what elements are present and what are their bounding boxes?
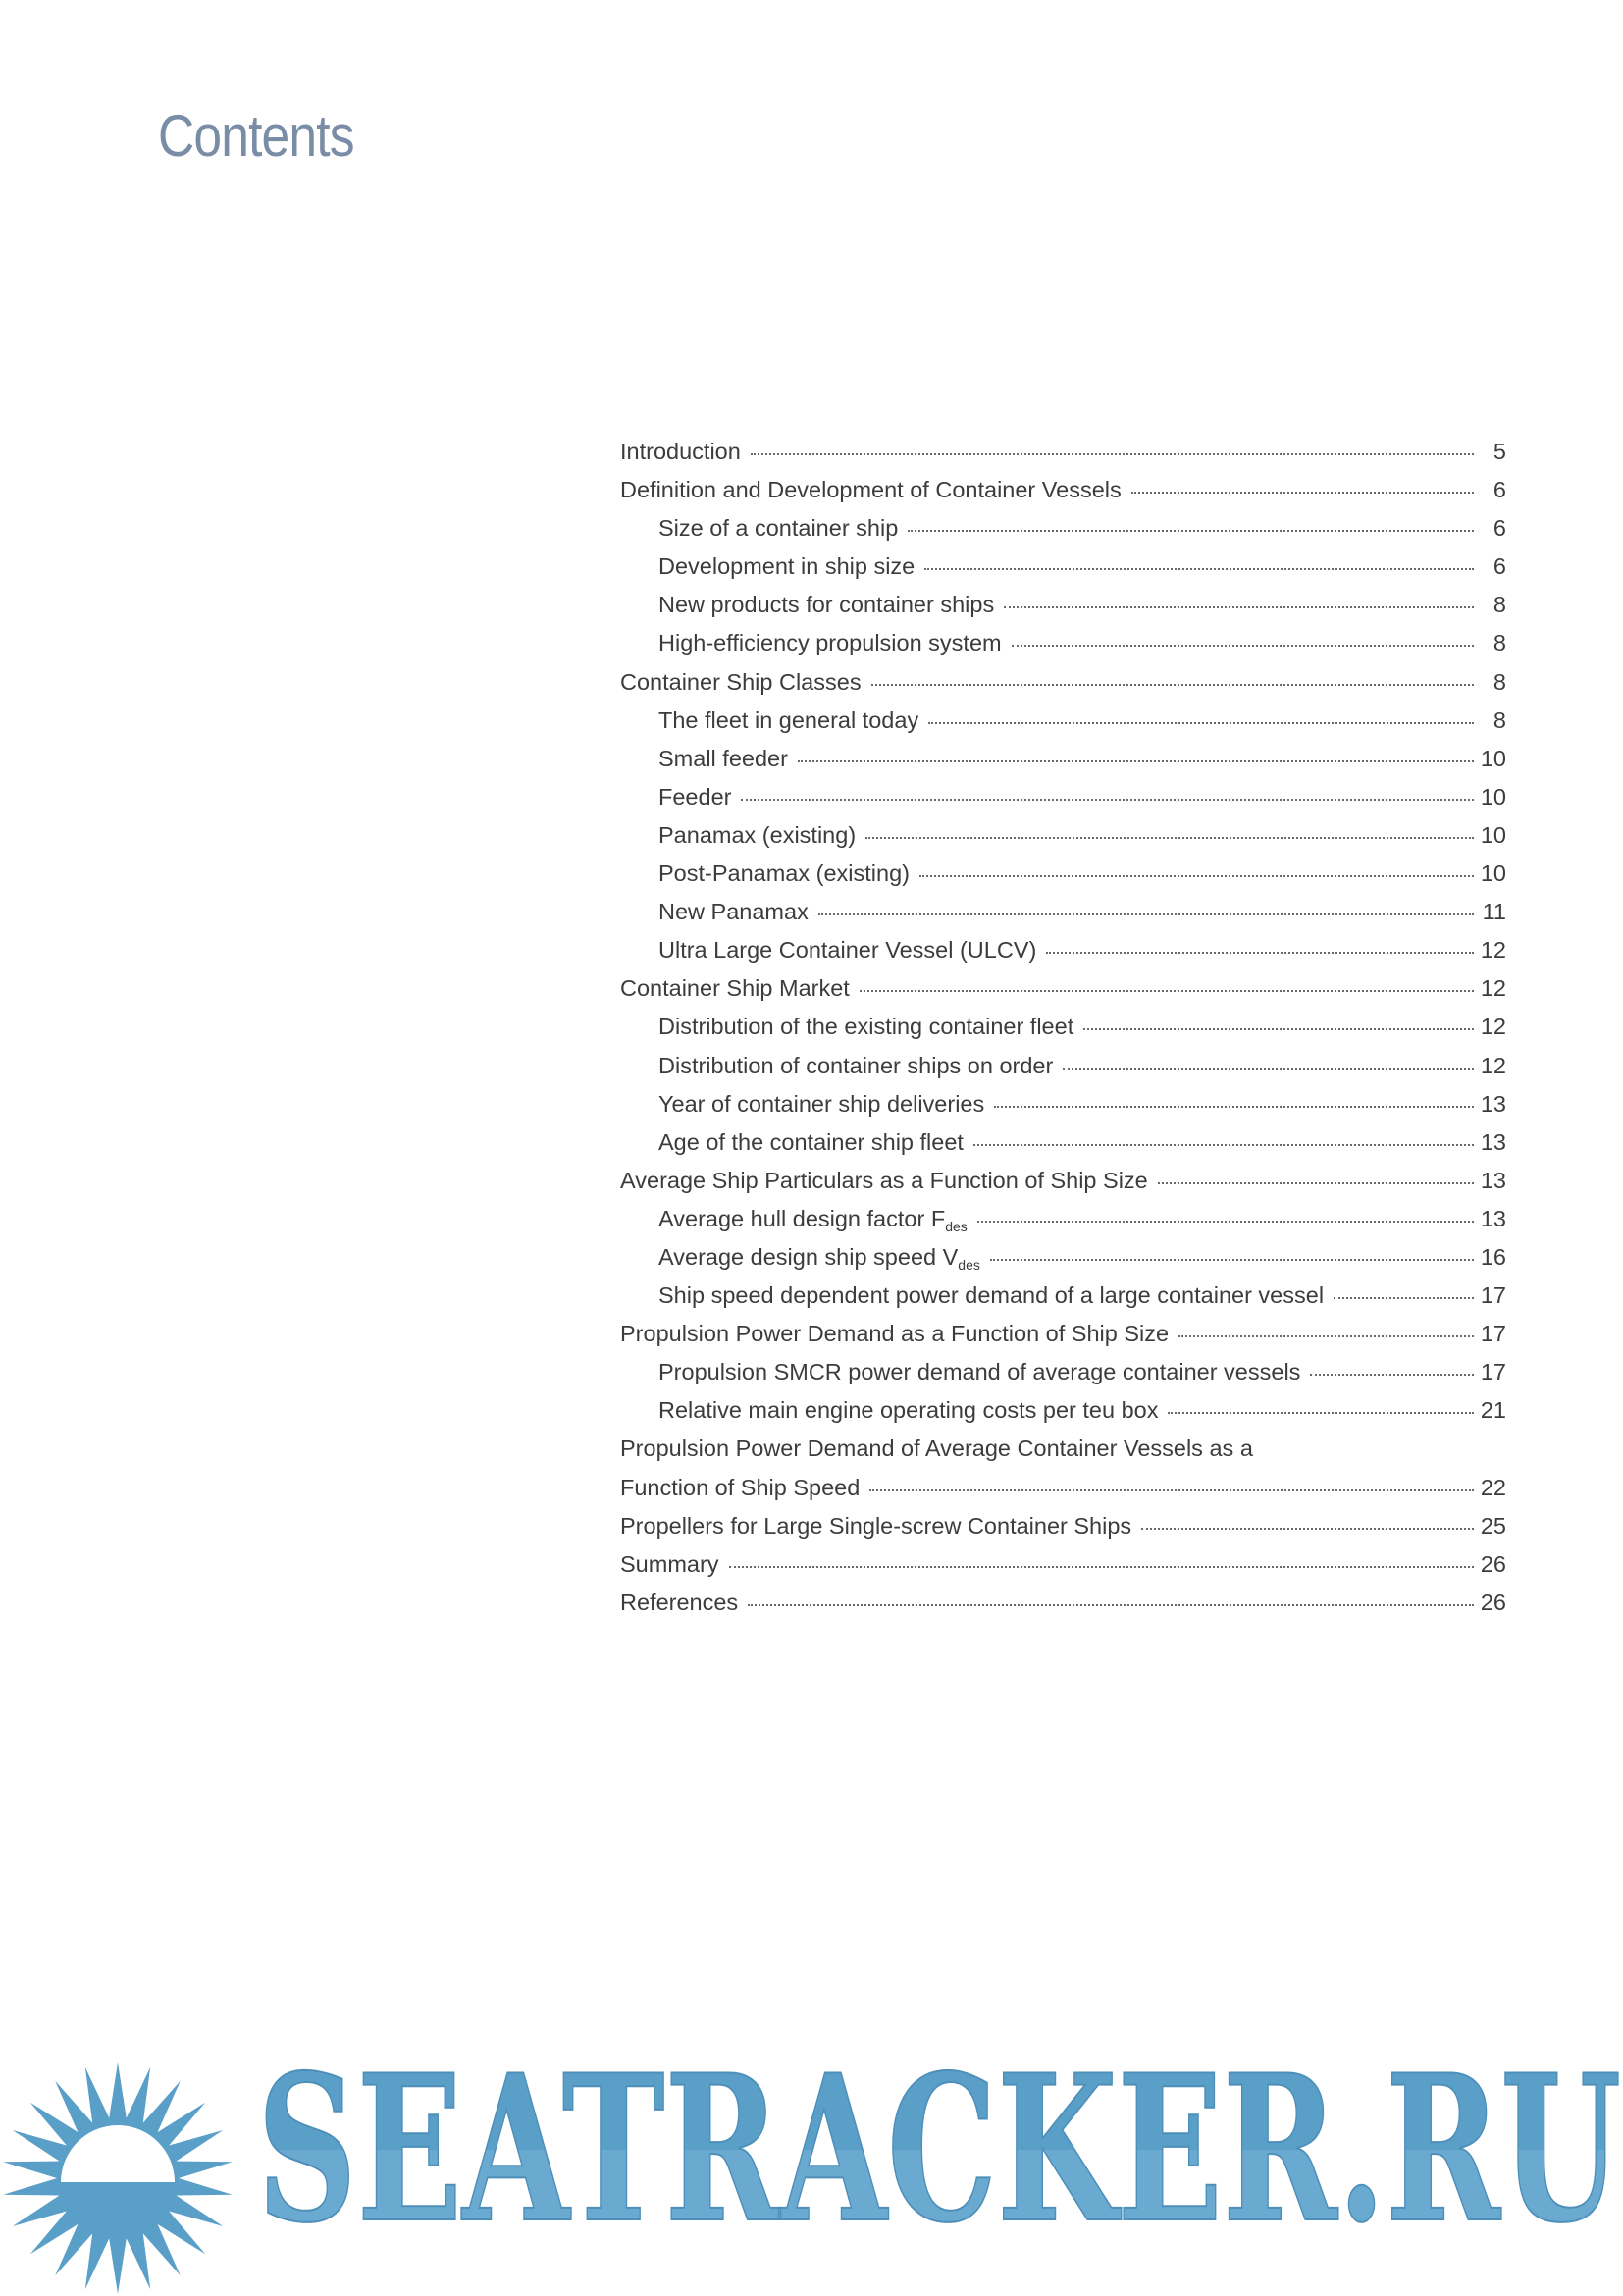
toc-entry — [620, 740, 1506, 778]
toc-entry — [620, 893, 1506, 931]
toc-entry-label: Introduction — [620, 439, 741, 464]
toc-entry — [620, 1008, 1506, 1046]
toc-entry-label: Average Ship Particulars as a Function of Ship Size — [620, 1167, 1148, 1193]
toc-entry — [620, 1469, 1506, 1507]
toc-entry — [620, 1507, 1506, 1545]
dot-leader — [729, 1566, 1474, 1568]
toc-entry — [620, 1315, 1506, 1353]
toc-entry-label: Propellers for Large Single-screw Container Ships — [620, 1512, 1132, 1539]
toc-entry-label: Post-Panamax (existing) — [658, 861, 910, 887]
toc-entry-label: Small feeder — [658, 745, 788, 771]
sun-icon — [0, 2061, 245, 2296]
toc-entry — [620, 1085, 1506, 1123]
toc-entry-page-number: 12 — [1480, 937, 1506, 964]
dot-leader — [924, 568, 1474, 570]
dot-leader — [919, 875, 1474, 877]
toc-entry-label: High-efficiency propulsion system — [658, 630, 1002, 656]
toc-entry-page-number: 10 — [1480, 745, 1506, 771]
toc-entry-page-number: 10 — [1480, 783, 1506, 809]
toc-entry — [620, 1200, 1506, 1238]
toc-entry — [620, 663, 1506, 702]
toc-entry-label: Summary — [620, 1550, 719, 1577]
toc-entry — [620, 1123, 1506, 1162]
dot-leader — [928, 722, 1474, 724]
toc-entry — [620, 969, 1506, 1008]
dot-leader — [1131, 492, 1474, 494]
toc-entry — [620, 509, 1506, 548]
toc-entry — [620, 1353, 1506, 1391]
toc-entry-page-number: 12 — [1480, 1052, 1506, 1078]
dot-leader — [1178, 1335, 1474, 1337]
svg-text:SEATRACKER.RU: SEATRACKER.RU — [257, 2051, 1621, 2247]
toc-entry — [620, 931, 1506, 969]
toc-entry-page-number: 22 — [1480, 1474, 1506, 1500]
toc-entry-label: Function of Ship Speed — [620, 1474, 861, 1500]
toc-entry — [620, 548, 1506, 586]
toc-entry — [620, 816, 1506, 855]
toc-entry-page-number: 13 — [1480, 1205, 1506, 1231]
toc-entry — [620, 1047, 1506, 1085]
toc-entry-label: Panamax (existing) — [658, 821, 857, 848]
toc-entry — [620, 778, 1506, 816]
toc-entry-label: Year of container ship deliveries — [658, 1090, 985, 1117]
toc-entry-page-number: 11 — [1482, 899, 1506, 925]
toc-entry — [620, 702, 1506, 740]
dot-leader — [990, 1259, 1474, 1261]
toc-entry-label: New products for container ships — [658, 592, 995, 618]
toc-entry-page-number: 13 — [1480, 1090, 1506, 1117]
dot-leader — [798, 760, 1474, 762]
dot-leader — [1334, 1297, 1474, 1299]
toc-entry-page-number: 10 — [1480, 861, 1506, 887]
toc-entry — [620, 1391, 1506, 1430]
table-of-contents — [620, 433, 1506, 1622]
toc-entry-page-number: 25 — [1480, 1512, 1506, 1539]
toc-entry-label: Propulsion SMCR power demand of average container vessels — [658, 1359, 1301, 1385]
toc-entry-page-number: 17 — [1480, 1359, 1506, 1385]
dot-leader — [818, 913, 1474, 915]
dot-leader — [741, 799, 1474, 801]
toc-entry — [620, 1162, 1506, 1200]
dot-leader — [748, 1604, 1474, 1606]
dot-leader — [869, 1489, 1474, 1491]
toc-entry-label: Propulsion Power Demand of Average Container Vessels as a — [620, 1435, 1253, 1462]
toc-entry-label: Average hull design factor $F_{des}$ — [658, 1205, 968, 1234]
toc-entry-label: Ship speed dependent power demand of a large container vessel — [658, 1282, 1325, 1309]
toc-entry — [620, 624, 1506, 662]
toc-entry-label: Size of a container ship — [658, 515, 899, 542]
toc-entry-page-number: 6 — [1492, 477, 1506, 503]
dot-leader — [1141, 1528, 1474, 1530]
dot-leader — [1083, 1028, 1474, 1030]
toc-entry-label: Container Ship Market — [620, 975, 850, 1002]
toc-entry-page-number: 10 — [1480, 821, 1506, 848]
dot-leader — [1310, 1374, 1474, 1376]
toc-entry-label: New Panamax — [658, 899, 809, 925]
dot-leader — [865, 837, 1474, 839]
dot-leader — [1046, 952, 1474, 954]
toc-entry-label: Ultra Large Container Vessel (ULCV) — [658, 937, 1037, 964]
toc-entry-page-number: 13 — [1480, 1167, 1506, 1193]
toc-entry-page-number: 8 — [1492, 592, 1506, 618]
toc-entry-page-number: 8 — [1492, 668, 1506, 695]
toc-entry-subscript: des — [945, 1218, 968, 1234]
toc-entry-label: Age of the container ship fleet — [658, 1128, 964, 1155]
watermark — [0, 2051, 1623, 2295]
toc-entry — [620, 1584, 1506, 1622]
toc-entry-page-number: 16 — [1480, 1243, 1506, 1270]
toc-entry-label: Container Ship Classes — [620, 668, 862, 695]
toc-entry-label: Distribution of container ships on order — [658, 1052, 1054, 1078]
dot-leader — [1004, 606, 1474, 608]
dot-leader — [751, 453, 1474, 455]
watermark-logo — [257, 2051, 1623, 2247]
toc-entry-page-number: 6 — [1492, 553, 1506, 580]
toc-entry-page-number: 21 — [1480, 1397, 1506, 1424]
toc-entry-label: Propulsion Power Demand as a Function of Ship Size — [620, 1321, 1170, 1347]
toc-entry-label: Definition and Development of Container Vessels — [620, 477, 1122, 503]
dot-leader — [1063, 1068, 1474, 1070]
toc-entry — [620, 1277, 1506, 1315]
toc-entry-page-number: 13 — [1480, 1128, 1506, 1155]
dot-leader — [977, 1221, 1474, 1223]
dot-leader — [860, 990, 1474, 992]
toc-entry-label: Feeder — [658, 783, 732, 809]
toc-entry — [620, 1545, 1506, 1584]
toc-entry-label: References — [620, 1589, 739, 1615]
page-title: Contents — [158, 103, 354, 169]
toc-entry-page-number: 26 — [1480, 1550, 1506, 1577]
toc-entry-page-number: 8 — [1492, 630, 1506, 656]
toc-entry — [620, 433, 1506, 471]
toc-entry-subscript: des — [958, 1256, 980, 1273]
dot-leader — [973, 1144, 1474, 1146]
toc-entry — [620, 471, 1506, 509]
toc-entry-page-number: 17 — [1480, 1321, 1506, 1347]
toc-entry-label: Distribution of the existing container fleet — [658, 1014, 1074, 1040]
toc-entry-label: The fleet in general today — [658, 706, 919, 733]
toc-entry — [620, 855, 1506, 893]
toc-entry-page-number: 12 — [1480, 1014, 1506, 1040]
dot-leader — [1012, 645, 1474, 647]
toc-entry-page-number: 12 — [1480, 975, 1506, 1002]
toc-entry-page-number: 6 — [1492, 515, 1506, 542]
toc-entry-page-number: 17 — [1480, 1282, 1506, 1309]
toc-entry — [620, 1238, 1506, 1277]
toc-entry — [620, 1430, 1506, 1468]
dot-leader — [1158, 1182, 1474, 1184]
toc-entry-label: Average design ship speed $V_{des}$ — [658, 1243, 980, 1273]
dot-leader — [871, 684, 1474, 686]
dot-leader — [1168, 1412, 1474, 1414]
toc-entry-page-number: 8 — [1492, 706, 1506, 733]
toc-entry-label: Development in ship size — [658, 553, 916, 580]
dot-leader — [994, 1106, 1474, 1108]
toc-entry-page-number: 26 — [1480, 1589, 1506, 1615]
toc-entry — [620, 586, 1506, 624]
dot-leader — [908, 530, 1474, 532]
toc-entry-label: Relative main engine operating costs per teu box — [658, 1397, 1159, 1424]
toc-entry-page-number: 5 — [1492, 439, 1506, 464]
